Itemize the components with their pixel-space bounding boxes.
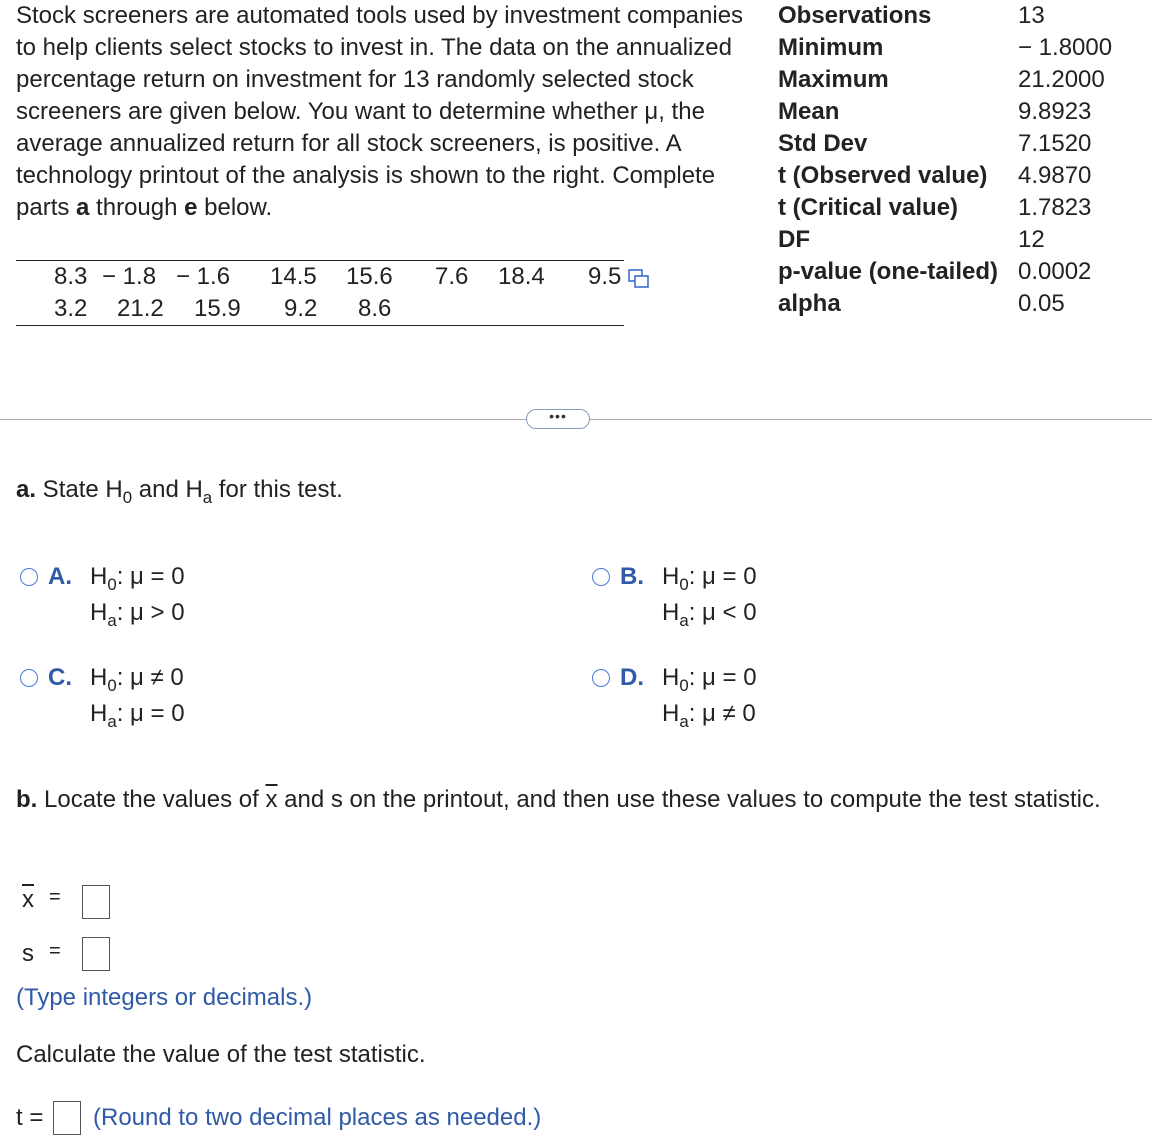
data-cell: − 1.8 (102, 263, 157, 290)
stat-label: Minimum (778, 34, 884, 61)
data-cell: 15.9 (194, 295, 241, 322)
stat-row (778, 32, 1150, 64)
stat-row (778, 224, 1150, 256)
stat-label: p-value (one-tailed) (778, 258, 999, 285)
stat-label: t (Critical value) (778, 194, 959, 221)
stat-label: Observations (778, 2, 932, 29)
data-table (16, 260, 624, 326)
part-a-prompt: a. State $H_0$ and $H_a$ for this test. (16, 476, 343, 507)
stat-value: 9.8923 (1018, 98, 1092, 125)
stat-value: − 1.8000 (1018, 34, 1113, 61)
stat-value: 21.2000 (1018, 66, 1105, 93)
data-cell: 9.2 (284, 295, 318, 322)
stat-value: 0.0002 (1018, 258, 1092, 285)
option-a[interactable]: A. $H_0$: μ = 0 $H_a$: μ > 0 (20, 563, 420, 633)
xbar-input[interactable] (82, 885, 110, 919)
option-b[interactable]: B. $H_0$: μ = 0 $H_a$: μ < 0 (592, 563, 992, 633)
stat-row (778, 0, 1150, 32)
stat-label: alpha (778, 290, 841, 317)
data-row-2 (16, 293, 624, 325)
round-note: (Round to two decimal places as needed.) (93, 1104, 542, 1131)
stat-row (778, 128, 1150, 160)
stat-value: 0.05 (1018, 290, 1065, 317)
data-cell: 7.6 (435, 263, 469, 290)
stat-value: 4.9870 (1018, 162, 1092, 189)
radio-button[interactable] (20, 568, 38, 586)
stat-label: Std Dev (778, 130, 868, 157)
radio-button[interactable] (20, 669, 38, 687)
stat-row (778, 256, 1150, 288)
stat-row (778, 288, 1150, 320)
technology-printout (778, 0, 1150, 320)
stat-value: 12 (1018, 226, 1045, 253)
stat-value: 13 (1018, 2, 1045, 29)
stat-row (778, 160, 1150, 192)
copy-data-icon[interactable] (628, 269, 650, 289)
data-row-1 (16, 261, 624, 293)
xbar-equals: = (49, 886, 61, 908)
data-cell: − 1.6 (176, 263, 231, 290)
part-b-prompt: b. Locate the values of $\overline{x}$ and s on the printout, and then use these values to compute the test statistic. (16, 786, 1101, 813)
data-cell: 18.4 (498, 263, 545, 290)
type-note: (Type integers or decimals.) (16, 984, 313, 1011)
stat-row (778, 192, 1150, 224)
data-cell: 3.2 (54, 295, 88, 322)
data-cell: 21.2 (117, 295, 164, 322)
problem-intro: Stock screeners are automated tools used by investment companies to help clients select stocks to invest in. The data on the annualized percentage return on investment for 13 randomly selected stock screeners are given below. You want to determine whether μ, the average annualized return for all stock screeners, is positive. A technology printout of the analysis is shown to the right. Complete parts a through e below. (16, 2, 744, 221)
stat-label: Maximum (778, 66, 889, 93)
radio-button[interactable] (592, 669, 610, 687)
stat-row (778, 64, 1150, 96)
data-cell: 15.6 (346, 263, 393, 290)
radio-button[interactable] (592, 568, 610, 586)
data-cell: 14.5 (270, 263, 317, 290)
calc-prompt: Calculate the value of the test statistic. (16, 1041, 426, 1068)
stat-label: Mean (778, 98, 840, 125)
stat-label: DF (778, 226, 810, 253)
s-input[interactable] (82, 937, 110, 971)
expand-more-button[interactable]: ••• (526, 409, 590, 429)
t-label: t = (16, 1104, 44, 1131)
t-input[interactable] (53, 1101, 81, 1135)
s-equals: = (49, 940, 61, 962)
xbar-label: $\overline{x}$ (22, 886, 34, 913)
stat-value: 7.1520 (1018, 130, 1092, 157)
data-cell: 8.6 (358, 295, 392, 322)
stat-value: 1.7823 (1018, 194, 1092, 221)
s-label: s (22, 940, 34, 967)
stat-label: t (Observed value) (778, 162, 988, 189)
data-cell: 8.3 (54, 263, 88, 290)
option-c[interactable]: C. $H_0$: μ ≠ 0 $H_a$: μ = 0 (20, 664, 420, 734)
option-d[interactable]: D. $H_0$: μ = 0 $H_a$: μ ≠ 0 (592, 664, 992, 734)
stat-row (778, 96, 1150, 128)
data-cell: 9.5 (588, 263, 622, 290)
